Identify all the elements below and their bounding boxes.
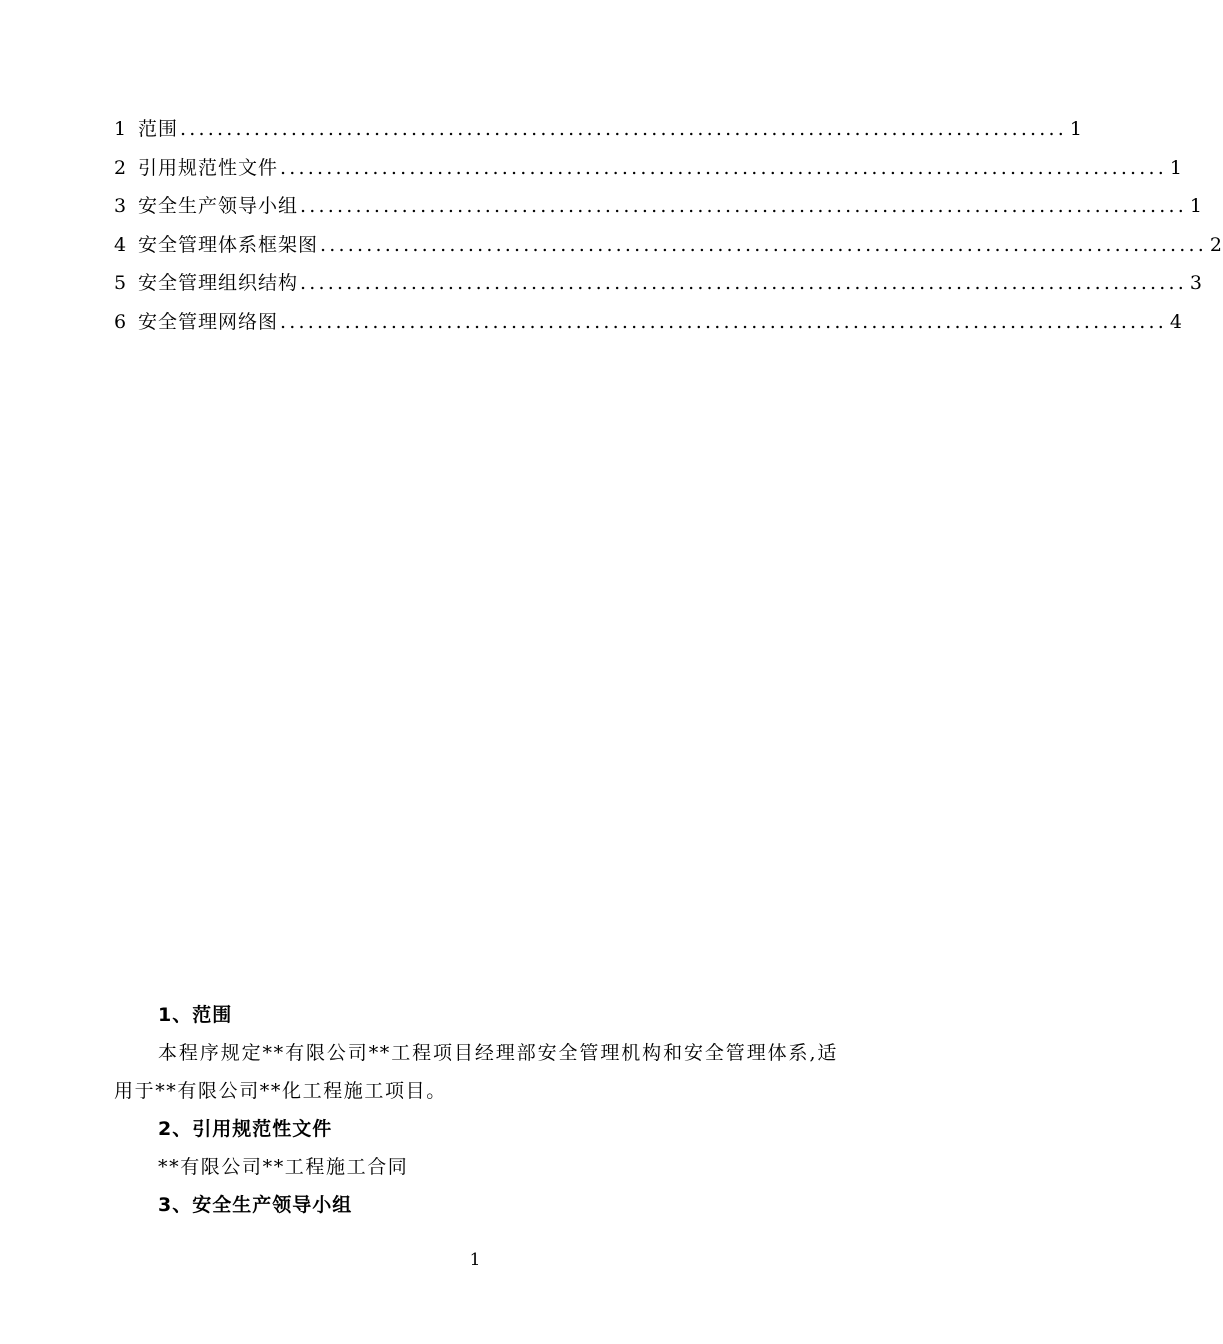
toc-entry-number: 6: [114, 310, 128, 333]
page-number: 1: [469, 1250, 481, 1270]
toc-entry-number: 1: [114, 118, 128, 140]
toc-entry-title: 范围: [138, 118, 179, 140]
toc-leader-dots: ................................................................................................: [180, 118, 1068, 140]
section-paragraph: 本程序规定**有限公司**工程项目经理部安全管理机构和安全管理体系,适用于**有限公司**化工程施工项目。: [114, 1042, 838, 1102]
toc-entry-page: 3: [1189, 272, 1204, 294]
toc-entry-page: 1: [1189, 195, 1204, 217]
toc-leader-dots: ................................................................................................: [280, 310, 1168, 333]
toc-entry-title: 安全管理网络图: [138, 310, 279, 333]
toc-leader-dots: ................................................................................................: [300, 272, 1188, 294]
toc-entry-page: 4: [1169, 310, 1184, 333]
toc-entry-number: 4: [114, 233, 128, 256]
section-paragraph: **有限公司**工程施工合同: [158, 1156, 409, 1178]
toc-entry-page: 1: [1169, 156, 1184, 179]
toc-entry-number: 3: [114, 195, 128, 217]
document-body: [114, 996, 838, 1224]
toc-entry-number: 2: [114, 156, 128, 179]
section-heading: 3、安全生产领导小组: [158, 1194, 353, 1216]
toc-entry-title: 安全管理体系框架图: [138, 233, 319, 256]
toc-entry-title: 安全生产领导小组: [138, 195, 299, 217]
toc-entry[interactable]: [114, 114, 1084, 153]
toc-entry-page: 1: [1069, 118, 1084, 140]
toc-entry[interactable]: [114, 230, 1223, 269]
toc-entry-page: 2: [1209, 233, 1223, 256]
toc-entry[interactable]: [114, 191, 1204, 230]
toc-entry[interactable]: [114, 153, 1184, 192]
toc-leader-dots: ................................................................................................: [320, 233, 1208, 256]
toc-entry-title: 引用规范性文件: [138, 156, 279, 179]
toc-entry-title: 安全管理组织结构: [138, 272, 299, 294]
section-heading: 1、范围: [158, 1004, 233, 1026]
toc-leader-dots: ................................................................................................: [280, 156, 1168, 179]
toc-entry[interactable]: [114, 307, 1184, 346]
toc-entry[interactable]: [114, 268, 1204, 307]
table-of-contents: [114, 114, 1223, 345]
toc-entry-number: 5: [114, 272, 128, 294]
toc-leader-dots: ................................................................................................: [300, 195, 1188, 217]
section-heading: 2、引用规范性文件: [158, 1118, 333, 1140]
